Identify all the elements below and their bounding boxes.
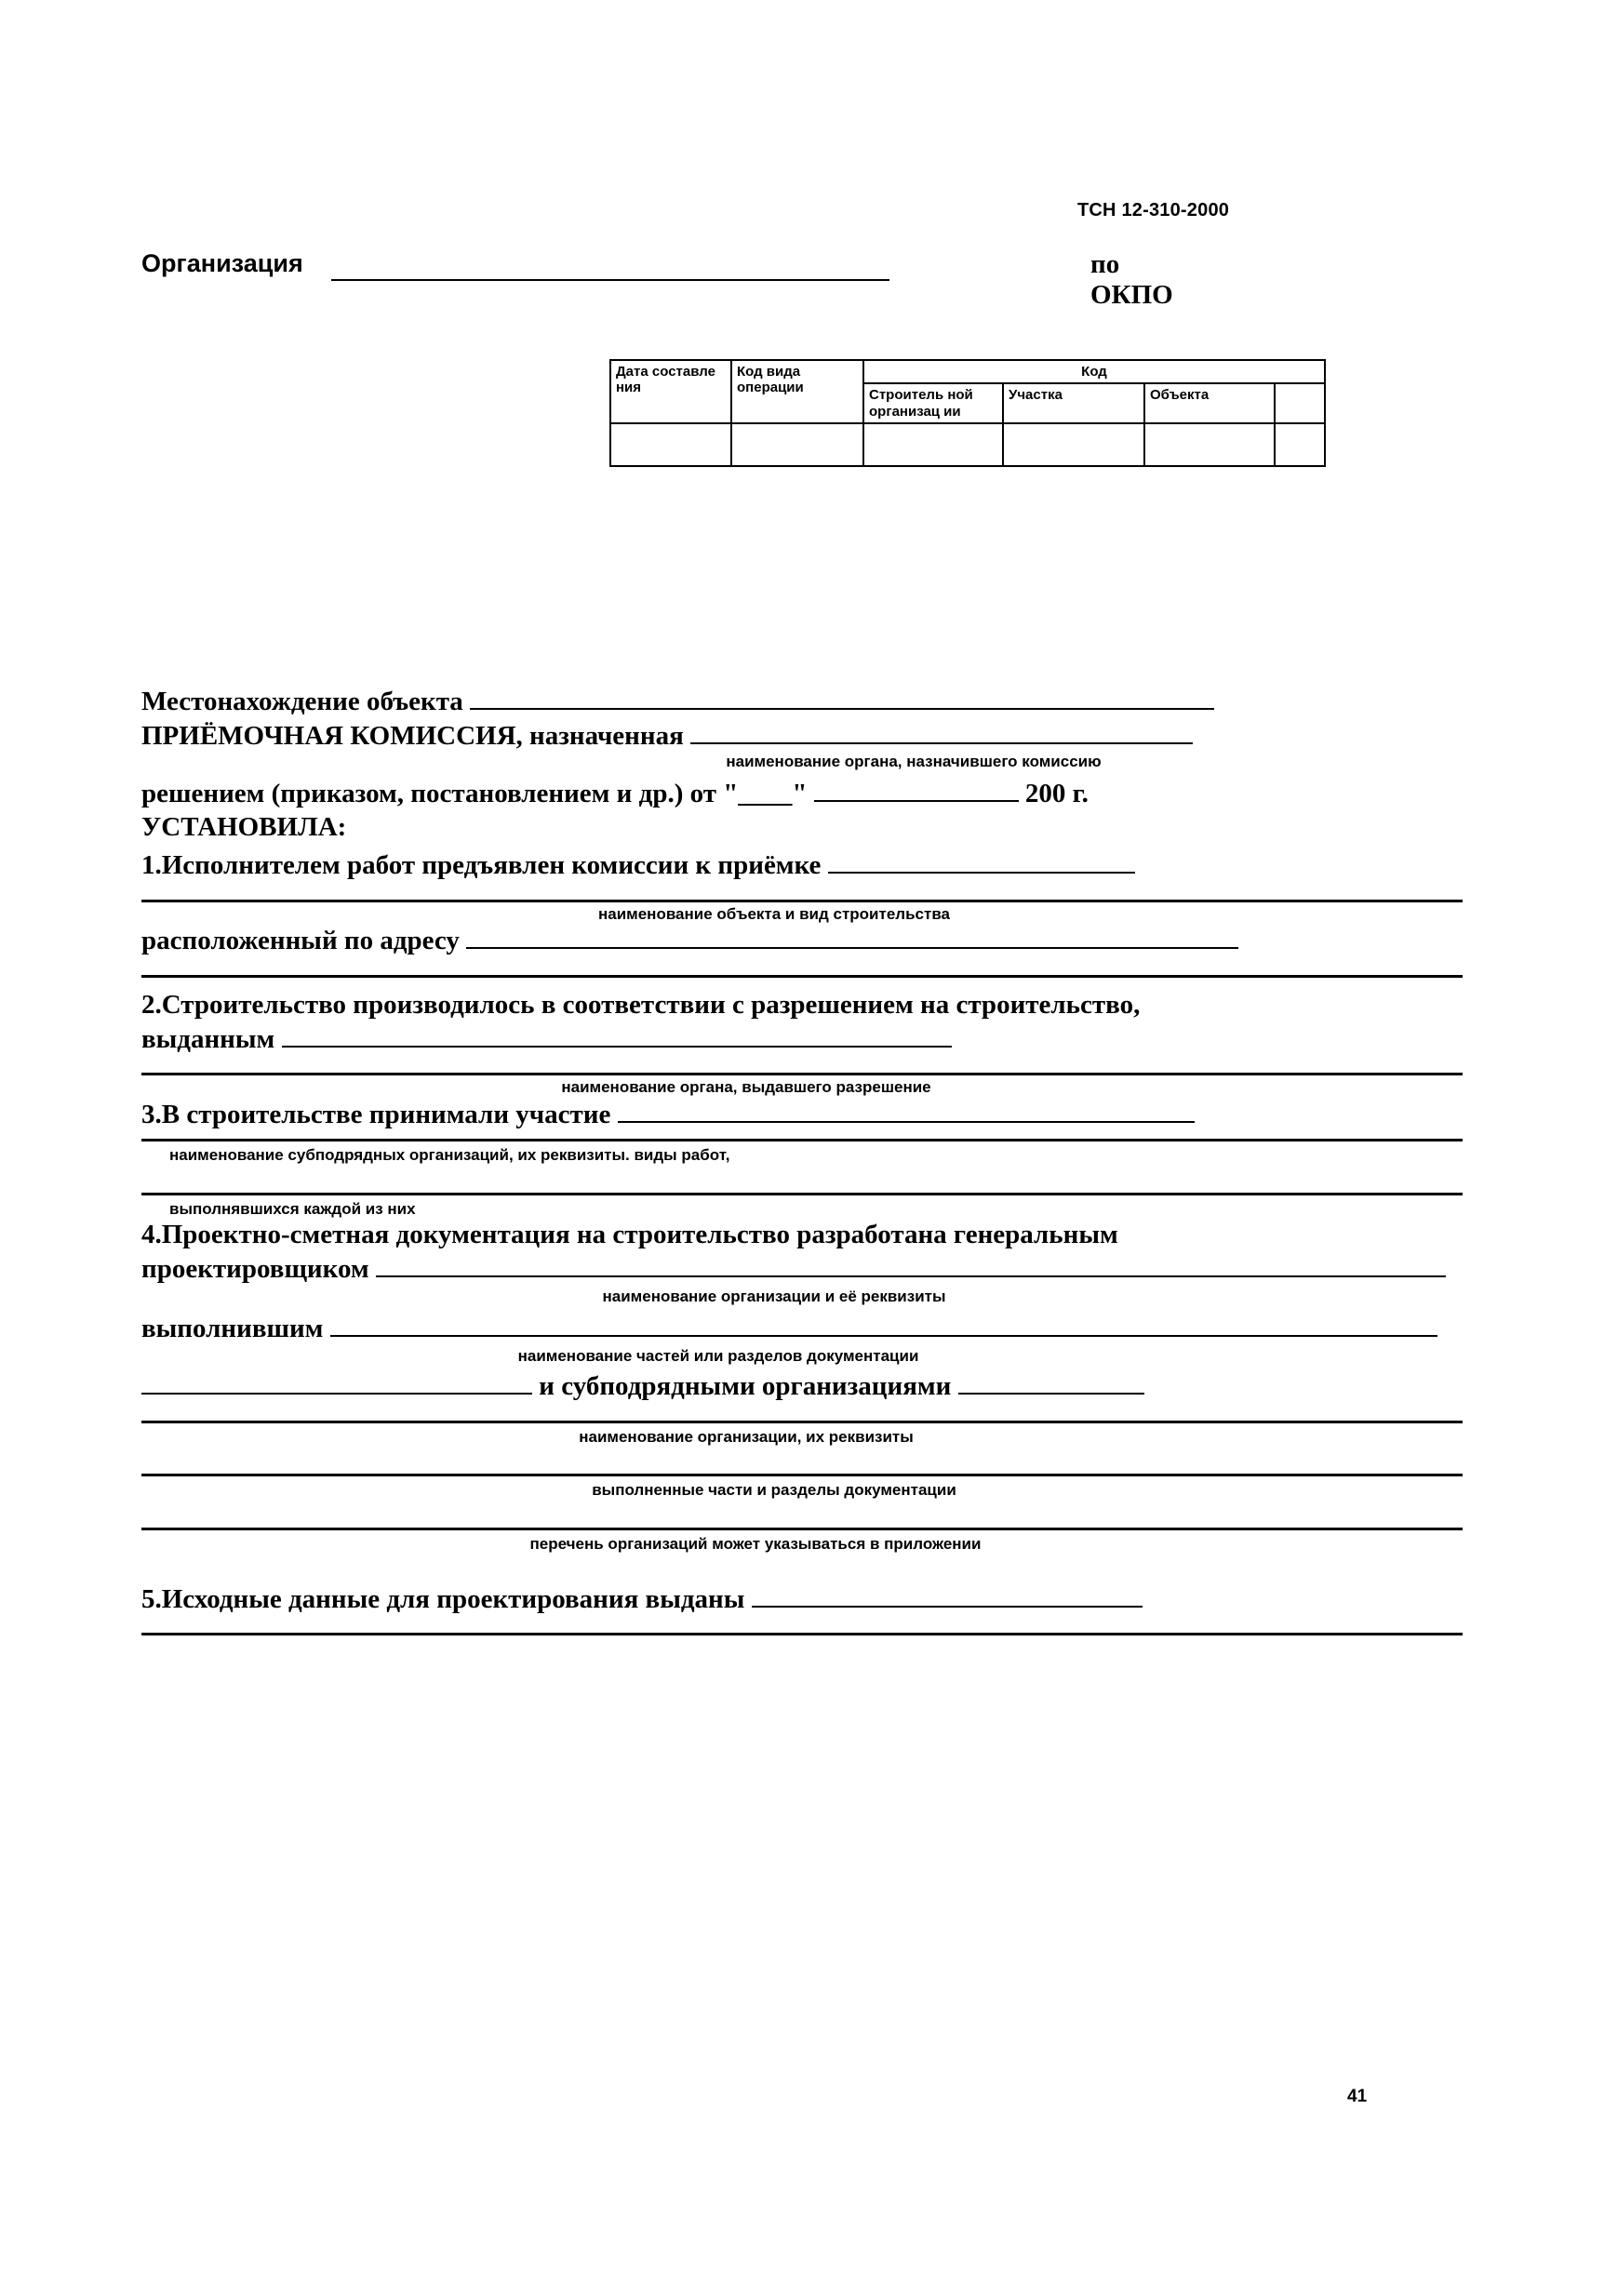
cell-construction-org-value[interactable] [863, 423, 1003, 466]
decision-label-1: решением (приказом, постановлением и др.) от "____" [141, 779, 808, 809]
location-label: Местонахождение объекта [141, 687, 463, 716]
decision-line [141, 776, 1463, 810]
document-code: ТСН 12-310-2000 [1077, 200, 1230, 220]
decision-fill-line[interactable] [814, 776, 1019, 802]
divider-rule [141, 975, 1463, 978]
organization-label: Организация [141, 249, 303, 277]
item3-line [141, 1097, 1463, 1131]
table-row[interactable] [610, 423, 1325, 466]
table-header-row [610, 360, 1325, 383]
item2-label: выданным [141, 1024, 275, 1054]
location-fill-line[interactable] [470, 684, 1214, 710]
item4-caption-2: наименование частей или разделов документации [517, 1346, 919, 1365]
item3-caption-1: наименование субподрядных организаций, их реквизиты. виды работ, [169, 1146, 730, 1165]
cell-object-value[interactable] [1144, 423, 1275, 466]
item3-caption-2: выполнявшихся каждой из них [169, 1200, 416, 1219]
item4-label-2: проектировщиком [141, 1254, 369, 1285]
divider-rule [141, 1421, 1463, 1423]
item4-fill-line-2[interactable] [376, 1251, 1446, 1277]
item4-line-1: 4.Проектно-сметная документация на строительство разработана генеральным [141, 1219, 1118, 1249]
cell-operation-code-value[interactable] [731, 423, 863, 466]
organization-fill-line[interactable] [331, 279, 889, 281]
divider-rule [141, 1633, 1463, 1635]
divider-rule [141, 1139, 1463, 1141]
commission-line [141, 718, 1463, 753]
header-cell-extra [1275, 383, 1325, 423]
item4-fill-line-4a[interactable] [141, 1368, 532, 1395]
commission-label: ПРИЁМОЧНАЯ КОМИССИЯ, назначенная [141, 721, 684, 752]
item4-caption-4: выполненные части и разделы документации [592, 1481, 956, 1500]
item5-label: 5.Исходные данные для проектирования выданы [141, 1583, 745, 1614]
form-body [141, 684, 1463, 1635]
commission-caption: наименование органа, назначившего комиссию [726, 752, 1102, 770]
cell-date-value[interactable] [610, 423, 731, 466]
header-cell-code: Код [863, 360, 1325, 383]
item4-caption-5: перечень организаций может указываться в приложении [529, 1535, 982, 1554]
item4-fill-line-3[interactable] [330, 1311, 1437, 1337]
item1-address-label: расположенный по адресу [141, 926, 460, 956]
item4-caption-1: наименование организации и её реквизиты [602, 1287, 946, 1305]
item1-label: 1.Исполнителем работ предъявлен комиссии к приёмке [141, 850, 822, 881]
item1-line [141, 848, 1463, 882]
okpo-label: по ОКПО [1090, 249, 1173, 310]
cell-extra-value[interactable] [1275, 423, 1325, 466]
page-number: 41 [1347, 2087, 1368, 2106]
location-line [141, 684, 1463, 718]
item1-address-line [141, 923, 1463, 957]
item4-line-3 [141, 1311, 1463, 1345]
item1-address-fill-line[interactable] [466, 923, 1238, 949]
item4-line-2 [141, 1251, 1463, 1286]
cell-section-value[interactable] [1003, 423, 1144, 466]
header-cell-section: Участка [1003, 383, 1144, 423]
divider-rule [141, 900, 1463, 902]
header-cell-operation-code: Код вида операции [731, 360, 863, 423]
item3-fill-line[interactable] [618, 1097, 1195, 1123]
item3-label: 3.В строительстве принимали участие [141, 1100, 611, 1130]
item1-caption: наименование объекта и вид строительства [597, 904, 951, 923]
item1-fill-line[interactable] [828, 848, 1135, 874]
item4-fill-line-4b[interactable] [958, 1368, 1144, 1395]
code-table [609, 359, 1326, 467]
decision-label-2: 200 г. [1024, 779, 1089, 809]
header-cell-object: Объекта [1144, 383, 1275, 423]
commission-fill-line[interactable] [690, 718, 1193, 744]
divider-rule [141, 1528, 1463, 1530]
item2-line-1: 2.Строительство производилось в соответствии с разрешением на строительство, [141, 989, 1141, 1020]
item4-line-4 [141, 1368, 1463, 1403]
header-cell-construction-org: Строитель ной организац ии [863, 383, 1003, 423]
item2-caption: наименование органа, выдавшего разрешение [561, 1078, 931, 1097]
item4-label-3: выполнившим [141, 1314, 324, 1344]
divider-rule [141, 1474, 1463, 1476]
item2-line-2 [141, 1021, 1463, 1056]
divider-rule [141, 1193, 1463, 1195]
header-cell-date: Дата составле ния [610, 360, 731, 423]
divider-rule [141, 1073, 1463, 1075]
item5-line [141, 1582, 1463, 1616]
established-line: УСТАНОВИЛА: [141, 811, 347, 842]
item2-fill-line[interactable] [282, 1021, 952, 1048]
organization-row [141, 249, 1173, 310]
item4-caption-3: наименование организации, их реквизиты [579, 1427, 914, 1446]
item4-label-4: и субподрядными организациями [539, 1371, 952, 1402]
item5-fill-line[interactable] [752, 1582, 1143, 1608]
